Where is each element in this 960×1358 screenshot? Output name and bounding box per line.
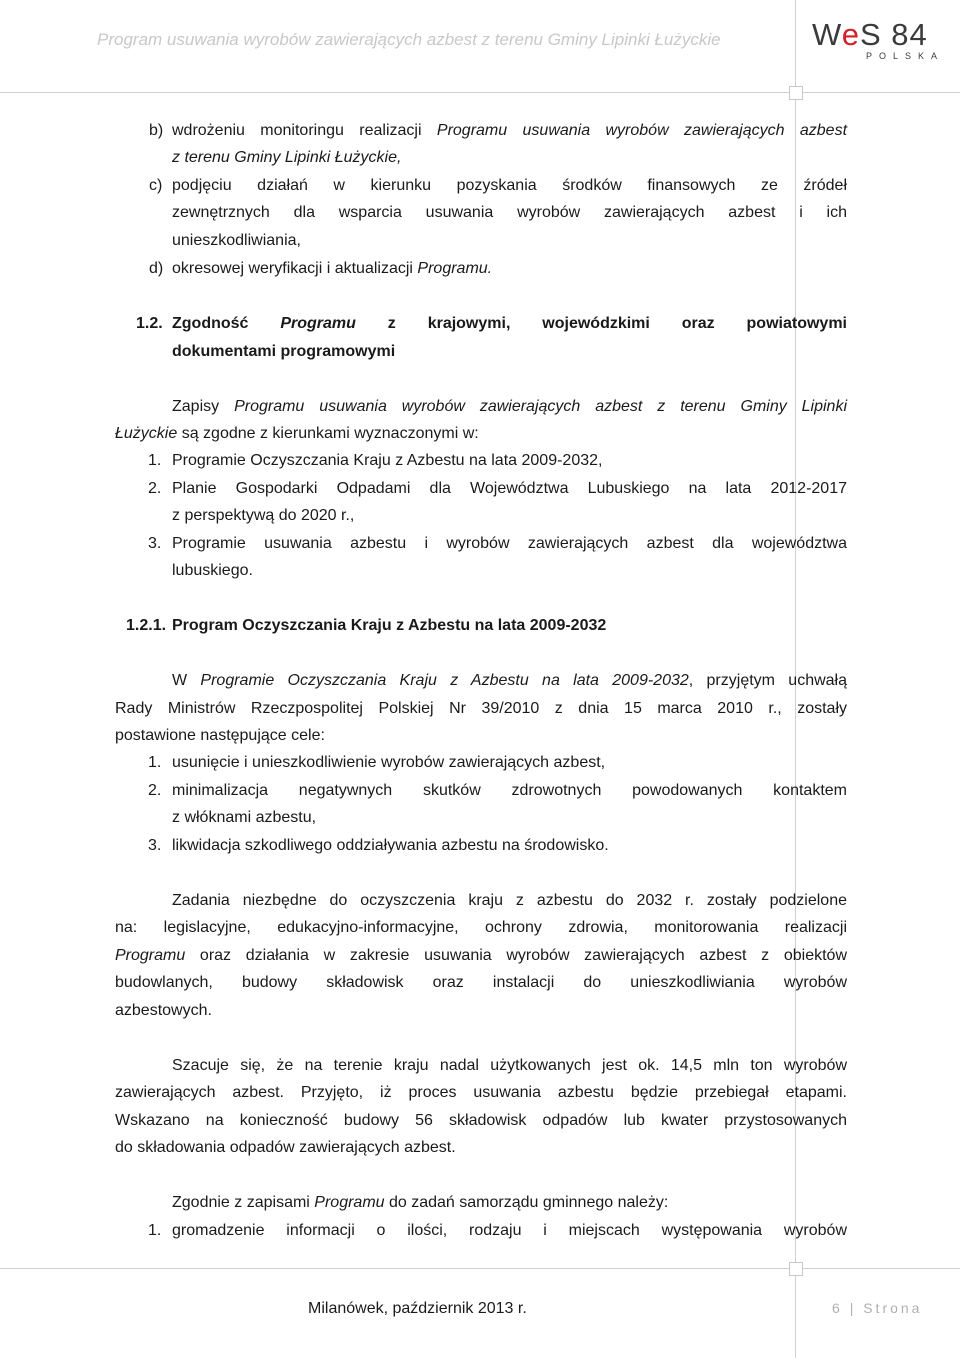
paragraph-line: podjęciu działań w kierunku pozyskania środków finansowych ze źródeł xyxy=(172,177,847,194)
list-number: 1. xyxy=(148,1222,162,1239)
italic-span: z terenu Gminy Lipinki Łużyckie, xyxy=(172,149,402,166)
header-title: Program usuwania wyrobów zawierających azbest z terenu Gminy Lipinki Łużyckie xyxy=(97,30,721,49)
list-number: 2. xyxy=(148,480,162,497)
list-number: 3. xyxy=(148,535,162,552)
list-item: Programie Oczyszczania Kraju z Azbestu na lata 2009-2032, xyxy=(172,452,603,469)
paragraph-line: azbestowych. xyxy=(115,1002,212,1019)
list-item-cont: z perspektywą do 2020 r., xyxy=(172,507,355,524)
paragraph-line: na: legislacyjne, edukacyjno-informacyjne, ochrony zdrowia, monitorowania realizacji xyxy=(115,919,847,936)
paragraph-line: Wskazano na konieczność budowy 56 składowisk odpadów lub kwater przystosowanych xyxy=(115,1112,847,1129)
italic-span: Łużyckie xyxy=(115,425,178,442)
footer-place-date: Milanówek, październik 2013 r. xyxy=(308,1300,527,1317)
paragraph-line xyxy=(172,121,847,141)
bottom-rule xyxy=(0,1268,960,1269)
text-span: okresowej weryfikacji i aktualizacji xyxy=(172,260,418,277)
list-item: gromadzenie informacji o ilości, rodzaju i miejscach występowania wyrobów xyxy=(172,1222,847,1239)
list-item: Planie Gospodarki Odpadami dla Województwa Lubuskiego na lata 2012-2017 xyxy=(172,480,847,497)
italic-span: Programu xyxy=(314,1194,385,1211)
paragraph-line: zewnętrznych dla wsparcia usuwania wyrobów zawierających azbest i ich xyxy=(172,204,847,221)
list-item-cont: lubuskiego. xyxy=(172,562,253,579)
text-span: Zapisy xyxy=(172,398,235,415)
italic-span: Programu xyxy=(280,315,356,332)
italic-span: Programu. xyxy=(417,260,493,277)
paragraph-line xyxy=(172,397,847,417)
list-marker-c: c) xyxy=(149,177,163,194)
paragraph-line xyxy=(172,1193,668,1213)
italic-span: Programie Oczyszczania Kraju z Azbestu na lata 2009-2032 xyxy=(200,672,689,689)
logo-letter-w: W xyxy=(812,17,842,52)
section-heading xyxy=(172,314,847,334)
list-item: Programie usuwania azbestu i wyrobów zawierających azbest dla województwa xyxy=(172,535,847,552)
text-span: wdrożeniu monitoringu realizacji xyxy=(172,122,437,139)
list-number: 1. xyxy=(148,452,162,469)
page-number-value: 6 xyxy=(832,1300,843,1316)
list-marker-b: b) xyxy=(149,122,164,139)
text-span: oraz działania w zakresie usuwania wyrobów zawierających azbest z obiektów xyxy=(185,947,847,964)
paragraph-line: Zadania niezbędne do oczyszczenia kraju z azbestu do 2032 r. zostały podzielone xyxy=(172,892,847,909)
logo-letter-e: e xyxy=(841,17,860,52)
subsection-number: 1.2.1. xyxy=(126,617,167,634)
italic-span: Programu usuwania wyrobów zawierających azbest z terenu Gminy Lipinki xyxy=(234,398,848,415)
paragraph-line xyxy=(172,259,492,279)
paragraph-line: zawierających azbest. Przyjęto, iż proces usuwania azbestu będzie przebiegał etapami. xyxy=(115,1084,847,1101)
paragraph-line xyxy=(115,946,847,966)
paragraph-line: Szacuje się, że na terenie kraju nadal użytkowanych jest ok. 14,5 mln ton wyrobów xyxy=(172,1057,847,1074)
company-logo xyxy=(812,18,952,66)
list-item: likwidacja szkodliwego oddziaływania azbestu na środowisko. xyxy=(172,837,609,854)
page-label: Strona xyxy=(863,1300,923,1316)
text-span: Zgodność xyxy=(172,315,281,332)
logo-wordmark xyxy=(812,18,928,52)
paragraph-line xyxy=(172,671,847,691)
corner-square-bottom xyxy=(789,1262,803,1276)
paragraph-line xyxy=(172,148,401,168)
logo-subtitle: POLSKA xyxy=(866,51,945,61)
page-separator: | xyxy=(849,1300,857,1316)
section-heading-cont: dokumentami programowymi xyxy=(172,343,396,360)
paragraph-line: unieszkodliwiania, xyxy=(172,232,301,249)
list-number: 1. xyxy=(148,754,162,771)
text-span: W xyxy=(172,672,201,689)
list-item-cont: z włóknami azbestu, xyxy=(172,809,317,826)
top-rule xyxy=(0,92,960,93)
section-number: 1.2. xyxy=(136,315,163,332)
list-number: 2. xyxy=(148,782,162,799)
italic-span: Programu usuwania wyrobów zawierających azbest xyxy=(436,122,848,139)
list-number: 3. xyxy=(148,837,162,854)
text-span: z krajowymi, wojewódzkimi oraz powiatowymi xyxy=(355,315,847,332)
paragraph-line xyxy=(115,424,479,444)
list-item: minimalizacja negatywnych skutków zdrowotnych powodowanych kontaktem xyxy=(172,782,847,799)
text-span: , przyjętym uchwałą xyxy=(688,672,848,689)
paragraph-line: postawione następujące cele: xyxy=(115,727,325,744)
logo-letters-s84: S 84 xyxy=(859,17,928,52)
paragraph-line: budowlanych, budowy składowisk oraz instalacji do unieszkodliwiania wyrobów xyxy=(115,974,847,991)
corner-square-top xyxy=(789,86,803,100)
paragraph-line: Rady Ministrów Rzeczpospolitej Polskiej Nr 39/2010 z dnia 15 marca 2010 r., zostały xyxy=(115,700,847,717)
paragraph-line: do składowania odpadów zawierających azbest. xyxy=(115,1139,456,1156)
list-item: usunięcie i unieszkodliwienie wyrobów zawierających azbest, xyxy=(172,754,606,771)
list-marker-d: d) xyxy=(149,260,164,277)
text-span: Zgodnie z zapisami xyxy=(172,1194,315,1211)
text-span: do zadań samorządu gminnego należy: xyxy=(384,1194,669,1211)
subsection-heading: Program Oczyszczania Kraju z Azbestu na lata 2009-2032 xyxy=(172,617,607,634)
page-number xyxy=(832,1300,922,1316)
italic-span: Programu xyxy=(115,947,186,964)
text-span: są zgodne z kierunkami wyznaczonymi w: xyxy=(177,425,479,442)
